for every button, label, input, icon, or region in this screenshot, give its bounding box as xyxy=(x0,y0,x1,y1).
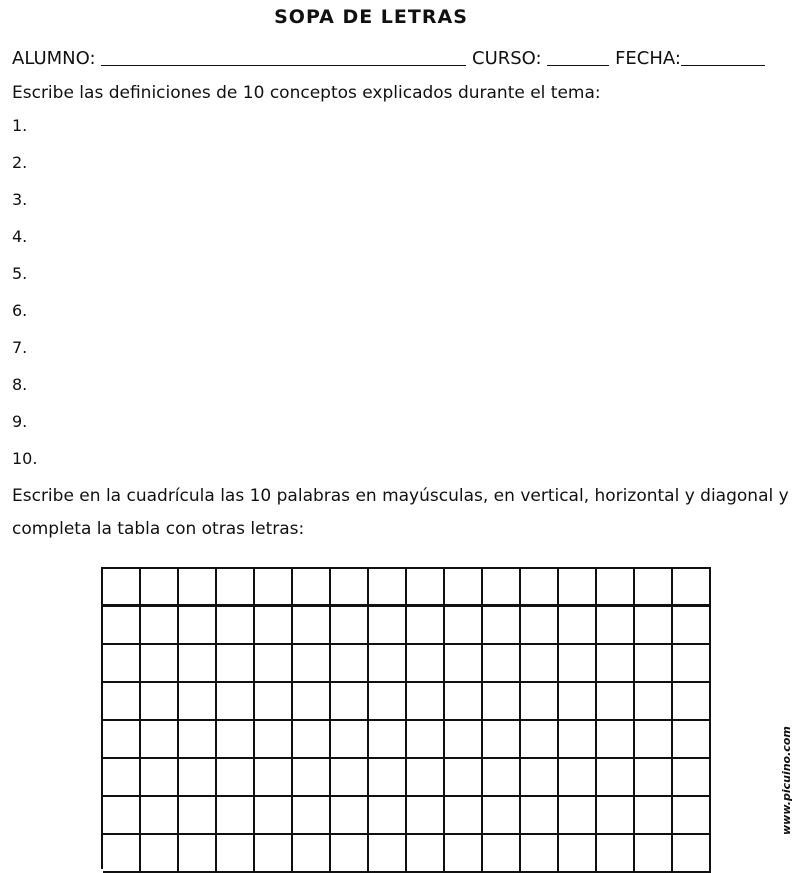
curso-input-line[interactable] xyxy=(547,64,609,66)
grid-cell[interactable] xyxy=(331,759,369,797)
grid-cell[interactable] xyxy=(217,797,255,835)
grid-cell[interactable] xyxy=(483,835,521,873)
grid-cell[interactable] xyxy=(141,721,179,759)
grid-cell[interactable] xyxy=(635,607,673,645)
grid-cell[interactable] xyxy=(597,721,635,759)
curso-label: CURSO: xyxy=(472,48,542,69)
grid-cell[interactable] xyxy=(635,683,673,721)
grid-cell[interactable] xyxy=(369,683,407,721)
grid-cell[interactable] xyxy=(217,645,255,683)
grid-cell[interactable] xyxy=(445,759,483,797)
grid-cell[interactable] xyxy=(597,645,635,683)
grid-cell[interactable] xyxy=(293,835,331,873)
grid-cell[interactable] xyxy=(255,797,293,835)
grid-cell[interactable] xyxy=(635,835,673,873)
grid-cell[interactable] xyxy=(597,569,635,607)
grid-cell[interactable] xyxy=(483,607,521,645)
grid-cell[interactable] xyxy=(407,721,445,759)
grid-cell[interactable] xyxy=(141,759,179,797)
grid-cell[interactable] xyxy=(179,721,217,759)
grid-cell[interactable] xyxy=(407,683,445,721)
grid-cell[interactable] xyxy=(445,569,483,607)
grid-cell[interactable] xyxy=(673,721,711,759)
grid-cell[interactable] xyxy=(521,645,559,683)
grid-cell[interactable] xyxy=(293,645,331,683)
grid-cell[interactable] xyxy=(521,759,559,797)
grid-cell[interactable] xyxy=(141,607,179,645)
grid-cell[interactable] xyxy=(103,797,141,835)
alumno-label: ALUMNO: xyxy=(12,48,96,69)
page-title: SOPA DE LETRAS xyxy=(274,6,468,28)
definition-item[interactable]: 9. xyxy=(12,412,28,431)
grid-cell[interactable] xyxy=(673,759,711,797)
definition-item[interactable]: 3. xyxy=(12,190,28,209)
grid-cell[interactable] xyxy=(559,683,597,721)
grid-cell[interactable] xyxy=(331,607,369,645)
grid-cell[interactable] xyxy=(483,683,521,721)
grid-cell[interactable] xyxy=(293,607,331,645)
grid-cell[interactable] xyxy=(635,645,673,683)
grid-cell[interactable] xyxy=(179,835,217,873)
grid-cell[interactable] xyxy=(673,835,711,873)
grid-cell[interactable] xyxy=(521,607,559,645)
grid-cell[interactable] xyxy=(521,721,559,759)
grid-cell[interactable] xyxy=(445,797,483,835)
grid-cell[interactable] xyxy=(483,569,521,607)
grid-cell[interactable] xyxy=(331,797,369,835)
grid-cell[interactable] xyxy=(179,607,217,645)
grid-cell[interactable] xyxy=(103,683,141,721)
grid-cell[interactable] xyxy=(179,569,217,607)
grid-cell[interactable] xyxy=(673,683,711,721)
grid-cell[interactable] xyxy=(369,721,407,759)
definition-item[interactable]: 1. xyxy=(12,116,28,135)
grid-cell[interactable] xyxy=(293,759,331,797)
grid-cell[interactable] xyxy=(597,683,635,721)
grid-cell[interactable] xyxy=(407,645,445,683)
grid-cell[interactable] xyxy=(293,797,331,835)
definition-item[interactable]: 6. xyxy=(12,301,28,320)
grid-cell[interactable] xyxy=(141,835,179,873)
grid-cell[interactable] xyxy=(521,797,559,835)
grid-cell[interactable] xyxy=(369,607,407,645)
grid-cell[interactable] xyxy=(483,721,521,759)
grid-cell[interactable] xyxy=(407,759,445,797)
grid-cell[interactable] xyxy=(483,645,521,683)
grid-cell[interactable] xyxy=(521,683,559,721)
alumno-input-line[interactable] xyxy=(101,64,466,66)
grid-cell[interactable] xyxy=(369,569,407,607)
grid-cell[interactable] xyxy=(331,835,369,873)
grid-cell[interactable] xyxy=(559,759,597,797)
grid-cell[interactable] xyxy=(559,569,597,607)
grid-cell[interactable] xyxy=(331,569,369,607)
grid-cell[interactable] xyxy=(217,683,255,721)
definition-item[interactable]: 4. xyxy=(12,227,28,246)
grid-cell[interactable] xyxy=(559,607,597,645)
grid-cell[interactable] xyxy=(559,721,597,759)
grid-cell[interactable] xyxy=(141,645,179,683)
grid-cell[interactable] xyxy=(255,759,293,797)
grid-cell[interactable] xyxy=(673,569,711,607)
grid-cell[interactable] xyxy=(521,569,559,607)
grid-cell[interactable] xyxy=(559,645,597,683)
grid-cell[interactable] xyxy=(103,759,141,797)
grid-cell[interactable] xyxy=(217,569,255,607)
grid-cell[interactable] xyxy=(445,721,483,759)
grid-cell[interactable] xyxy=(141,569,179,607)
word-search-grid xyxy=(101,567,711,869)
grid-cell[interactable] xyxy=(179,759,217,797)
grid-cell[interactable] xyxy=(635,759,673,797)
definition-item[interactable]: 5. xyxy=(12,264,28,283)
grid-cell[interactable] xyxy=(597,797,635,835)
grid-cell[interactable] xyxy=(407,797,445,835)
grid-cell[interactable] xyxy=(141,797,179,835)
grid-cell[interactable] xyxy=(635,569,673,607)
grid-cell[interactable] xyxy=(293,683,331,721)
fecha-input-line[interactable] xyxy=(681,64,765,66)
grid-cell[interactable] xyxy=(255,683,293,721)
grid-cell[interactable] xyxy=(255,569,293,607)
grid-cell[interactable] xyxy=(559,797,597,835)
grid-cell[interactable] xyxy=(331,683,369,721)
grid-cell[interactable] xyxy=(103,835,141,873)
grid-cell[interactable] xyxy=(103,645,141,683)
grid-cell[interactable] xyxy=(217,607,255,645)
grid-cell[interactable] xyxy=(179,645,217,683)
grid-cell[interactable] xyxy=(255,607,293,645)
grid-cell[interactable] xyxy=(559,835,597,873)
grid-cell[interactable] xyxy=(445,683,483,721)
grid-cell[interactable] xyxy=(483,759,521,797)
grid-cell[interactable] xyxy=(445,835,483,873)
grid-cell[interactable] xyxy=(635,797,673,835)
grid-cell[interactable] xyxy=(103,569,141,607)
grid-cell[interactable] xyxy=(293,569,331,607)
grid-cell[interactable] xyxy=(673,607,711,645)
grid-cell[interactable] xyxy=(445,645,483,683)
grid-cell[interactable] xyxy=(483,797,521,835)
student-fields-row xyxy=(12,48,765,69)
definition-item[interactable]: 7. xyxy=(12,338,28,357)
grid-cell[interactable] xyxy=(369,835,407,873)
grid-cell[interactable] xyxy=(179,797,217,835)
grid-cell[interactable] xyxy=(293,721,331,759)
grid-cell[interactable] xyxy=(217,835,255,873)
grid-cell[interactable] xyxy=(331,645,369,683)
grid-cell[interactable] xyxy=(331,721,369,759)
grid-cell[interactable] xyxy=(369,645,407,683)
grid-cell[interactable] xyxy=(179,683,217,721)
grid-cell[interactable] xyxy=(103,721,141,759)
site-credit: www.picuino.com xyxy=(780,726,793,835)
definition-item[interactable]: 2. xyxy=(12,153,28,172)
fecha-label: FECHA: xyxy=(615,48,681,69)
grid-cell[interactable] xyxy=(407,835,445,873)
grid-cell[interactable] xyxy=(407,569,445,607)
definitions-instruction: Escribe las definiciones de 10 conceptos explicados durante el tema: xyxy=(12,83,601,103)
grid-cell[interactable] xyxy=(521,835,559,873)
grid-cell[interactable] xyxy=(369,797,407,835)
grid-cell[interactable] xyxy=(255,835,293,873)
grid-cell[interactable] xyxy=(141,683,179,721)
grid-cell[interactable] xyxy=(597,759,635,797)
grid-cell[interactable] xyxy=(255,721,293,759)
grid-cell[interactable] xyxy=(255,645,293,683)
grid-cell[interactable] xyxy=(445,607,483,645)
grid-cell[interactable] xyxy=(103,607,141,645)
grid-instruction: Escribe en la cuadrícula las 10 palabras en mayúsculas, en vertical, horizontal y diagonal y completa la tabla con otras letras: xyxy=(12,486,789,539)
grid-cell[interactable] xyxy=(597,835,635,873)
grid-cell[interactable] xyxy=(597,607,635,645)
grid-cell[interactable] xyxy=(673,797,711,835)
definition-item[interactable]: 10. xyxy=(12,449,38,468)
grid-cell[interactable] xyxy=(217,759,255,797)
grid-cell[interactable] xyxy=(407,607,445,645)
grid-cell[interactable] xyxy=(369,759,407,797)
grid-cell[interactable] xyxy=(635,721,673,759)
grid-cell[interactable] xyxy=(217,721,255,759)
grid-cell[interactable] xyxy=(673,645,711,683)
definition-item[interactable]: 8. xyxy=(12,375,28,394)
